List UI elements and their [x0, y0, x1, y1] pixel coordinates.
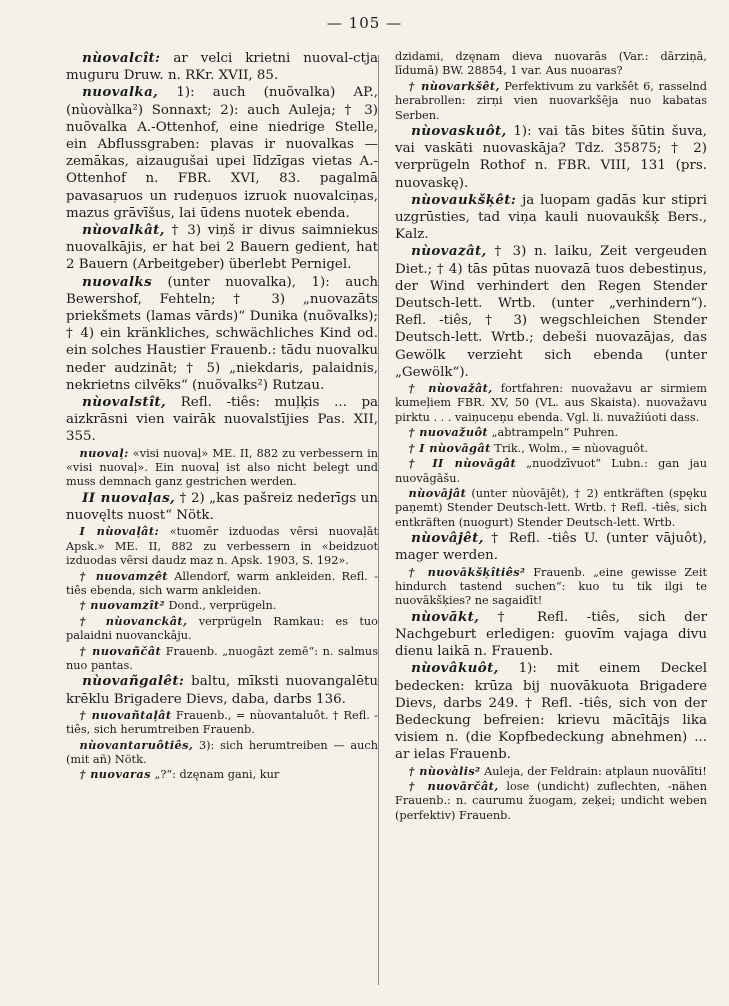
entry-text: 3): sich herumtreiben — auch (mit añ) Nötk. [66, 738, 378, 766]
entry-text: Perfektivum zu varkšêt 6, rasselnd herabrollen: zirņi vien nuovarkšēja nuo kabatas Serben. [395, 79, 707, 122]
entry-text: † Refl. -tiês U. (unter vājuôt), mager werden. [395, 531, 707, 564]
entry-headword: nùovaukšķêt: [411, 191, 517, 208]
entry-headword: † nùovanckât, [79, 613, 188, 628]
dictionary-entry [395, 779, 707, 823]
dictionary-entry [395, 243, 707, 381]
entry-text: 1): mit einem Deckel bedecken: krūza bij nuovākuota Brigadere Dievs, darbs 249. † Refl. -tiês, sich von der Bedeckung befreien: krievu mācītājs lika visiem n. (die Kopfbedeckung abnehmen) ... ar ielas Frauenb. [395, 661, 707, 763]
entry-text: ar velci krietni nuoval-ctja muguru Druw. n. RKr. XVII, 85. [66, 51, 378, 84]
entry-text: lose (undicht) zuflechten, -nähen Frauenb.: n. caurumu žuogam, zeķei; undicht weben (perfektiv) Frauenb. [395, 780, 707, 822]
dictionary-entry [395, 565, 707, 609]
entry-text: 1): vai tās bites šūtin šuva, vai vaskāti nuovaskāja? Tdz. 35875; † 2) verprügeln Rothof n. FBR. VIII, 131 (prs. nuovaskę). [395, 124, 707, 191]
entry-text: dzidami, dzęnam dieva nuovarās (Var.: dārziņā, līdumā) BW. 28854, 1 var. Aus nuoaras? [395, 50, 707, 78]
entry-text: „abtrampeln“ Puhren. [488, 426, 619, 440]
entry-text: «visi nuovaļ» ME. II, 882 zu verbessern in «visi nuovaļ». Ein nuovaļ ist also nicht belegt und muss demnach ganz gestrichen werden. [66, 446, 378, 489]
entry-text: „nuodzīvuot“ Lubn.: gan jau nuovāgāšu. [395, 457, 707, 485]
entry-text: ja luopam gadās kur stipri uzgrūsties, tad viņa kauli nuovaukšķ Bers., Kalz. [395, 192, 707, 243]
dictionary-entry [66, 598, 378, 613]
entry-text: Trik., Wolm., = nùovaguôt. [490, 441, 649, 455]
entry-headword: nùovazât, [411, 243, 487, 260]
dictionary-entry [66, 644, 378, 674]
right-column [395, 50, 707, 823]
entry-text: Frauenb., = nùovantaluôt. † Refl. -tiês, sich herumtreiben Frauenb. [66, 708, 379, 737]
entry-headword: II nuovaļas, [82, 489, 176, 506]
left-column [66, 50, 378, 783]
entry-text: baltu, mīksti nuovangalētu krēklu Brigadere Dievs, daba, darbs 136. [66, 674, 378, 707]
entry-headword: † nuovamzêt [79, 568, 168, 583]
entry-headword: † nuovañtaļât [79, 707, 172, 722]
entry-text: Dond., verprügeln. [164, 599, 277, 613]
entry-text: † 3) n. laiku, Zeit vergeuden Diet.; † 4) tās pūtas nuovazā tuos debestiņus, der Wind verhindert den Regen Stender Deutsch-lett. Wrtb. (unter „verhindern“). Refl. -tiês, † 3) wegschleichen Stender Deutsch-lett. Wrtb.; debeši nuovazājas, das Gewölk verzieht sich ebenda (unter „Gewölk“). [395, 244, 707, 380]
entry-headword: † I nùovāgât [408, 440, 491, 455]
dictionary-entry [66, 490, 378, 524]
entry-headword: nùovalstît, [82, 394, 167, 411]
entry-headword: † nuovamzît² [79, 598, 165, 613]
entry-headword: nùovâjêt, [411, 530, 484, 547]
entry-headword: nùovaskuôt, [411, 123, 507, 140]
entry-headword: † nuovākšķîtiês² [408, 564, 526, 579]
page-number: — 105 — [326, 14, 403, 32]
entry-headword: † nuovārčât, [408, 779, 499, 793]
dictionary-entry [66, 50, 378, 84]
entry-text: fortfahren: nuovažavu ar sirmiem kumeļiem FBR. XV, 50 (VL. aus Skaista). nuovažavu pirktu . . . vaiņuceņu ebenda. Vgl. li. nuvažiúoti dass. [395, 382, 707, 424]
entry-text: (unter nuovalka), 1): auch Bewershof, Fehteln; † 3) „nuovazāts priekšmets (lamas vārds)“ Dunika (nuõvalks); † 4) ein kränkliches, schwächliches Kind od. ein solches Haustier Frauenb.: tādu nuovalku neder audzināt; † 5) „niekdaris, palaidnis, nekrietns cilvēks“ (nuõvalks²) Rutzau. [66, 274, 378, 393]
entry-text: Frauenb. „nuogāzt zemē“: n. salmus nuo pantas. [66, 644, 378, 672]
dictionary-entry [66, 446, 378, 490]
entry-headword: nùovājât [408, 485, 467, 500]
dictionary-entry [395, 441, 707, 456]
entry-headword: nuovalks [82, 273, 153, 290]
entry-text: (unter nùovājêt), † 2) entkräften (spęku paņemt) Stender Deutsch-lett. Wrtb. † Refl. -tiês, sich entkräften (nuogurt) Stender Deutsch-lett. Wrtb. [395, 486, 707, 529]
dictionary-entry [395, 764, 707, 779]
dictionary-entry [66, 222, 378, 274]
dictionary-entry [66, 394, 378, 446]
entry-text: † Refl. -tiês, sich der Nachgeburt erledigen: guovīm vajaga divu dienu laikā n. Frauenb. [395, 609, 707, 660]
entry-text: Frauenb. „eine gewisse Zeit hindurch tastend suchen“: kuo tu tik ilgi te nuovākšķies? ne sagaidīt! [395, 565, 707, 608]
dictionary-entry [395, 486, 707, 530]
entry-headword: † nùovažât, [408, 381, 493, 396]
dictionary-entry [395, 660, 707, 763]
entry-headword: † nuovaras [79, 767, 151, 782]
entry-text: Allendorf, warm ankleiden. Refl. -tiês ebenda, sich warm ankleiden. [66, 569, 378, 597]
entry-headword: nùovâkuôt, [411, 660, 499, 677]
entry-text: „?“: dzęnam gani, kur [150, 768, 280, 782]
dictionary-entry [395, 425, 707, 440]
entry-text: 1): auch (nuõvalka) AP., (nùovàlka²) Sonnaxt; 2): auch Auleja; † 3) nuõvalka A.-Ottenhof, eine niedrige Stelle, ein Abflussgraben: plavas ir nuovalkas — zemākas, aizaugušai upei līdzīgas vietas A.-Ottenhof n. FBR. XVI, 83. pagalmā pavasaŗuos un rudeņuos izruok nuovalciņas, mazus grāvīšus, lai ūdens nuotek ebenda. [66, 85, 378, 221]
entry-headword: † nùovarkšêt, [408, 78, 500, 93]
dictionary-entry [395, 530, 707, 564]
dictionary-entry [66, 708, 378, 738]
entry-headword: nuovalka, [82, 84, 159, 101]
entry-text: «tuomēr izduodas vērsi nuovaļāt Apsk.» ME. II, 882 zu verbessern in «beidzuot izduodas vērsi daudz maz n. Apsk. 1903, S. 192». [66, 525, 378, 568]
entry-text: † 2) „kas pašreiz nederīgs un nuovęlts nuost“ Nötk. [66, 490, 378, 524]
dictionary-entry [395, 192, 707, 244]
entry-headword: nùovalkât, [82, 222, 165, 239]
entry-headword: † nuovañčât [79, 643, 162, 658]
column-divider [378, 55, 379, 985]
dictionary-entry [66, 569, 378, 599]
entry-text: Refl. -tiês: muļķis ... pa aizkrāsni vien vairāk nuovalstījies Pas. XII, 355. [66, 395, 378, 445]
dictionary-entry [66, 274, 378, 394]
dictionary-entry [66, 767, 378, 782]
entry-headword: nùovalcît: [82, 50, 161, 66]
entry-headword: † II nùovāgât [408, 456, 517, 471]
dictionary-entry [395, 609, 707, 661]
entry-headword: nuovaļ: [79, 445, 129, 460]
entry-headword: † nùovàlis² [408, 763, 481, 778]
dictionary-entry [66, 673, 378, 707]
entry-headword: I nùovaļât: [79, 524, 160, 539]
entry-headword: nùovañgalêt: [82, 673, 185, 690]
dictionary-entry [66, 84, 378, 222]
dictionary-entry [66, 738, 378, 768]
dictionary-entry [66, 524, 378, 568]
entry-text: verprügeln Ramkau: es tuo palaidni nuovanckāju. [66, 614, 378, 643]
entry-text: Auleja, der Feldrain: atplaun nuovālīti! [480, 764, 707, 778]
entry-headword: nùovantaruôtiês, [79, 737, 194, 752]
dictionary-entry [395, 456, 707, 486]
entry-headword: nùovākt, [411, 608, 480, 625]
entry-text: † 3) viņš ir divus saimniekus nuovalkājis, er hat bei 2 Bauern gedient, hat 2 Bauern (Arbeitgeber) überlebt Pernigel. [66, 223, 378, 273]
dictionary-entry [395, 79, 707, 123]
dictionary-entry [395, 50, 707, 79]
dictionary-entry [395, 123, 707, 192]
dictionary-entry [66, 614, 378, 644]
entry-headword: † nuovažuôt [408, 425, 489, 440]
dictionary-entry [395, 381, 707, 425]
